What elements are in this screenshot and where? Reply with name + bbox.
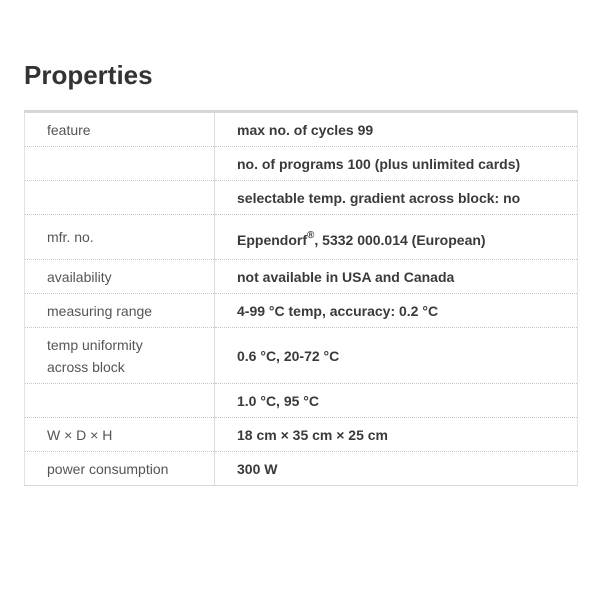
property-label: mfr. no. [25, 215, 215, 260]
property-value: not available in USA and Canada [215, 260, 578, 294]
property-value: selectable temp. gradient across block: no [215, 181, 578, 215]
table-row [25, 215, 578, 260]
property-value: 300 W [215, 452, 578, 486]
table-row [25, 260, 578, 294]
property-label: availability [25, 260, 215, 294]
property-value: 18 cm × 35 cm × 25 cm [215, 418, 578, 452]
property-value [215, 215, 578, 260]
table-row [25, 294, 578, 328]
property-label [25, 384, 215, 418]
table-row [25, 452, 578, 486]
property-label [25, 328, 215, 384]
property-label [25, 147, 215, 181]
part-number: , 5332 000.014 (European) [314, 232, 486, 248]
table-row [25, 384, 578, 418]
property-label: measuring range [25, 294, 215, 328]
property-label: feature [25, 112, 215, 147]
table-row [25, 181, 578, 215]
property-value: 0.6 °C, 20-72 °C [215, 328, 578, 384]
label-line: across block [47, 358, 125, 375]
property-value: 4-99 °C temp, accuracy: 0.2 °C [215, 294, 578, 328]
brand-name: Eppendorf [237, 232, 307, 248]
property-value: no. of programs 100 (plus unlimited cards) [215, 147, 578, 181]
table-row [25, 147, 578, 181]
table-row [25, 328, 578, 384]
property-value: max no. of cycles 99 [215, 112, 578, 147]
property-label: W × D × H [25, 418, 215, 452]
page-title: Properties [24, 60, 153, 90]
property-value: 1.0 °C, 95 °C [215, 384, 578, 418]
table-row [25, 418, 578, 452]
label-line: temp uniformity [47, 336, 143, 353]
table-row [25, 112, 578, 147]
registered-mark: ® [307, 230, 315, 242]
property-label: power consumption [25, 452, 215, 486]
property-label [25, 181, 215, 215]
properties-table [24, 110, 578, 486]
